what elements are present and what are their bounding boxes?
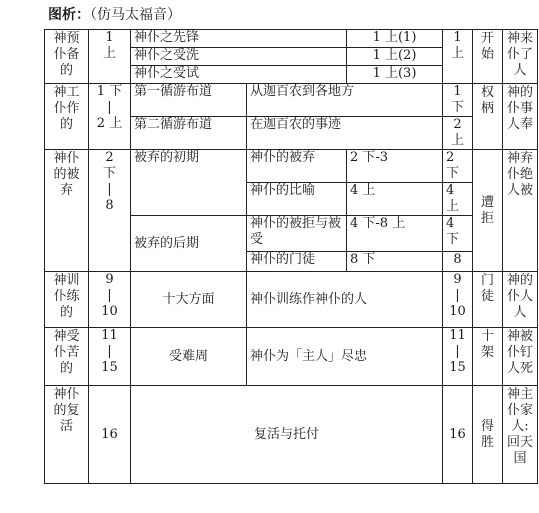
theme-cell: 十架: [473, 328, 503, 386]
item-cell: 神仆的被拒与被受: [247, 216, 347, 252]
chapter-cell: 11 | 15: [89, 328, 131, 386]
ref-cell: 4 下: [443, 216, 473, 252]
detail-cell: 神仆为「主人」尽忠: [247, 328, 443, 386]
section-cell: 神受仆苦的: [45, 328, 89, 386]
ref-cell: 2 上: [443, 117, 473, 150]
phase-cell: 被弃的初期: [131, 150, 247, 216]
summary-cell: 神来仆了人: [503, 30, 538, 84]
detail-cell: 从迦百农到各地方: [247, 84, 443, 117]
title-label: 图析：: [48, 7, 90, 23]
theme-cell: 权柄: [473, 84, 503, 150]
ref-cell: 1 下: [443, 84, 473, 117]
topic-cell: 第二循游布道: [131, 117, 247, 150]
section-cell: 神训仆练的: [45, 272, 89, 328]
topic-cell: 复活与托付: [131, 386, 443, 484]
chapter-cell: 2 下 | 8: [89, 150, 131, 272]
title-note: （仿马太福音）: [90, 7, 181, 23]
theme-cell: 得胜: [473, 386, 503, 484]
ref-cell: 8: [443, 252, 473, 272]
ref-cell: 4 上: [443, 183, 473, 216]
table-row: [45, 328, 538, 386]
table-row: [45, 150, 538, 183]
table-row: [45, 30, 538, 48]
ref-cell: 1 上(3): [347, 66, 443, 84]
chart-title: [48, 6, 181, 24]
phase-cell: 被弃的后期: [131, 216, 247, 272]
ref-cell: 4 下-8 上: [347, 216, 443, 252]
summary-cell: 神的仆人人: [503, 272, 538, 328]
chapter-cell: 16: [443, 386, 473, 484]
ref-cell: 1 上(2): [347, 48, 443, 66]
detail-cell: 神仆训练作神仆的人: [247, 272, 443, 328]
topic-cell: 十大方面: [131, 272, 247, 328]
item-cell: 神仆的门徒: [247, 252, 347, 272]
theme-cell: 开始: [473, 30, 503, 84]
topic-cell: 受难周: [131, 328, 247, 386]
topic-cell: 第一循游布道: [131, 84, 247, 117]
item-cell: 神仆的比喻: [247, 183, 347, 216]
section-cell: 神仆的被弃: [45, 150, 89, 272]
table-row: [45, 386, 538, 484]
topic-cell: 神仆之受洗: [131, 48, 347, 66]
section-cell: 神仆的复活: [45, 386, 89, 484]
chapter-cell: 16: [89, 386, 131, 484]
table-row: [45, 272, 538, 328]
summary-cell: 神被仆钉人死: [503, 328, 538, 386]
item-cell: 神仆的被弃: [247, 150, 347, 183]
ref-cell: 2 下-3: [347, 150, 443, 183]
section-cell: 神预仆备的: [45, 30, 89, 84]
chapter-cell: 1 下 | 2 上: [89, 84, 131, 150]
theme-cell: 遭拒: [473, 150, 503, 272]
topic-cell: 神仆之受试: [131, 66, 347, 84]
structure-table: [44, 29, 538, 484]
chapter-cell: 1 上: [443, 30, 473, 84]
topic-cell: 神仆之先锋: [131, 30, 347, 48]
summary-cell: 神的仆事人奉: [503, 84, 538, 150]
ref-cell: 8 下: [347, 252, 443, 272]
chapter-cell: 9 | 10: [443, 272, 473, 328]
summary-cell: 神主仆家人:回天国: [503, 386, 538, 484]
ref-cell: 4 上: [347, 183, 443, 216]
section-cell: 神工仆作的: [45, 84, 89, 150]
theme-cell: 门徒: [473, 272, 503, 328]
table-row: [45, 84, 538, 117]
ref-cell: 2 下: [443, 150, 473, 183]
chapter-cell: 1 上: [89, 30, 131, 84]
summary-cell: 神弃仆绝人被: [503, 150, 538, 272]
chapter-cell: 9 | 10: [89, 272, 131, 328]
chapter-cell: 11 | 15: [443, 328, 473, 386]
ref-cell: 1 上(1): [347, 30, 443, 48]
detail-cell: 在迦百农的事迹: [247, 117, 443, 150]
